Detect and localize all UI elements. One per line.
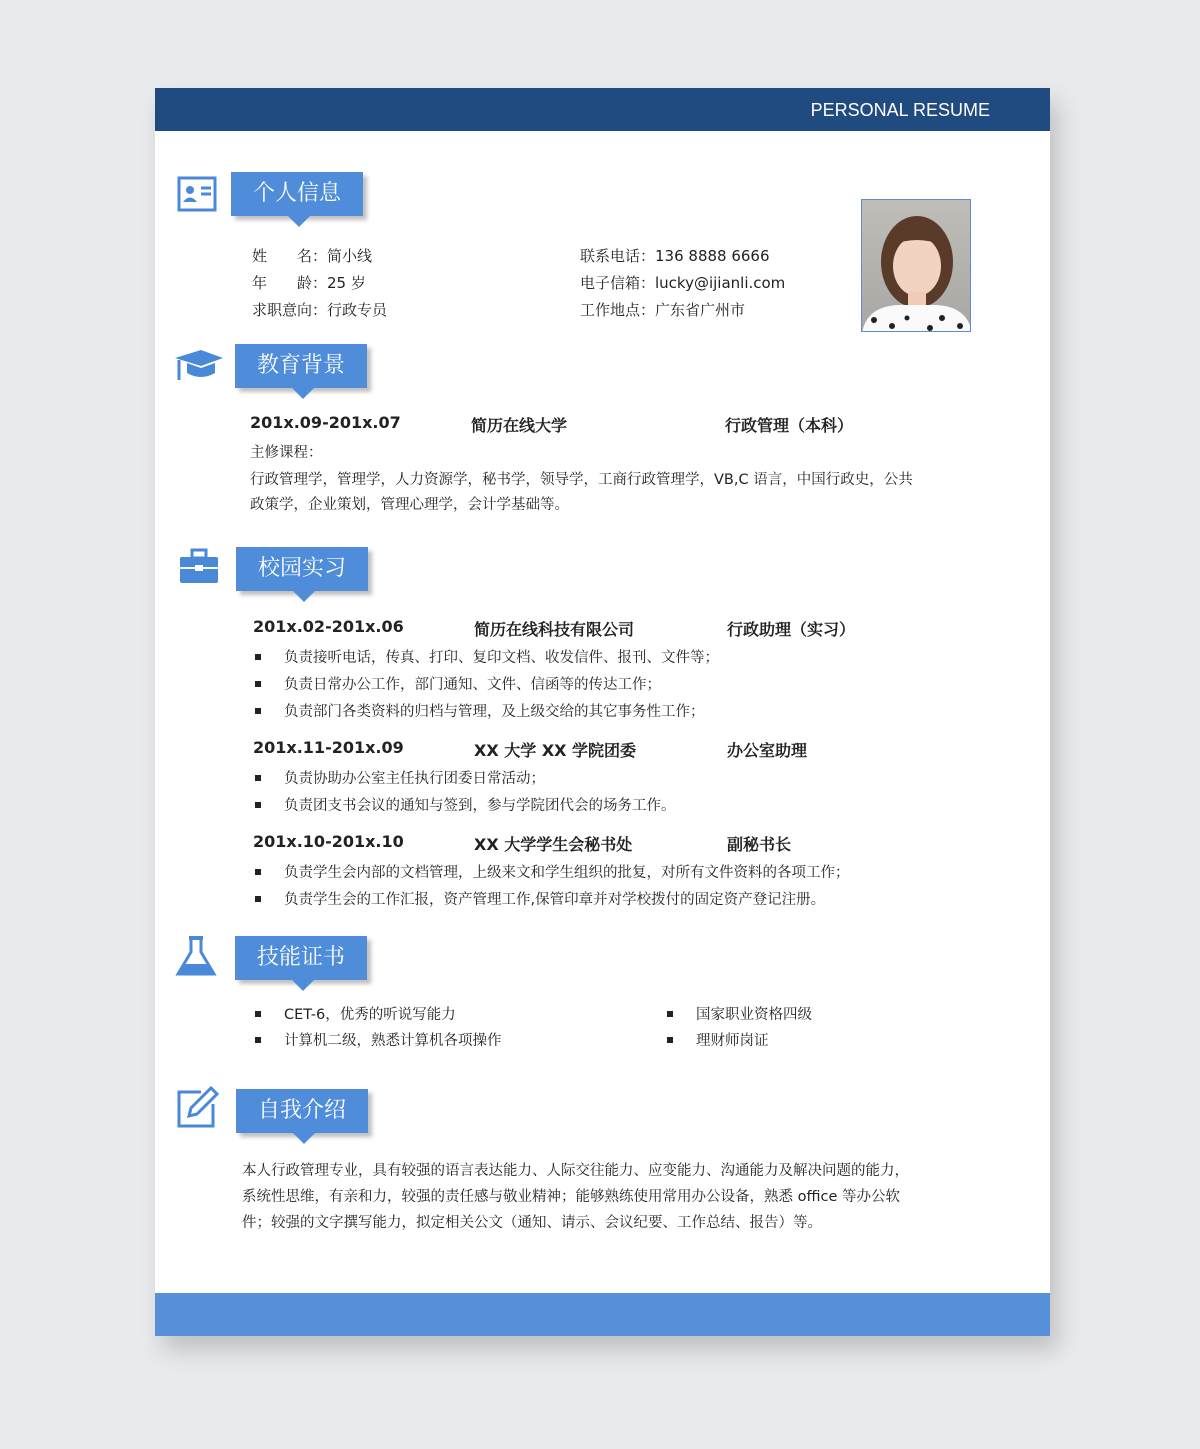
internship-bullet: 负责部门各类资料的归档与管理，及上级交给的其它事务性工作； [284,700,705,721]
internship-bullet: 负责日常办公工作，部门通知、文件、信函等的传达工作； [284,673,661,694]
id-card-icon [175,172,219,216]
courses-line: 行政管理学，管理学，人力资源学，秘书学，领导学，工商行政管理学，VB,C 语言，中国行政史，公共 [250,472,913,488]
internship-role: 办公室助理 [727,741,808,760]
header-bar [155,88,1050,131]
internship-bullet: 负责学生会内部的文档管理，上级来文和学生组织的批复，对所有文件资料的各项工作； [284,861,850,882]
about-line: 本人行政管理专业，具有较强的语言表达能力、人际交往能力、应变能力、沟通能力及解决问题的能力， [242,1163,909,1179]
internship-org: XX 大学学生会秘书处 [474,835,633,854]
internship-role: 行政助理（实习） [727,620,856,639]
name-field: 姓 名：简小线 [252,247,373,265]
skill-item: 计算机二级，熟悉计算机各项操作 [284,1029,502,1050]
internship-period: 201x.10-201x.10 [253,832,404,851]
age-field: 年 龄：25 岁 [252,274,366,292]
internship-bullet: 负责学生会的工作汇报，资产管理工作,保管印章并对学校拨付的固定资产登记注册。 [284,888,825,909]
location-field: 工作地点：广东省广州市 [580,301,746,319]
briefcase-icon [177,546,221,590]
skill-item: 理财师岗证 [696,1029,769,1050]
internship-period: 201x.11-201x.09 [253,738,404,757]
internship-bullet: 负责接听电话，传真、打印、复印文档、收发信件、报刊、文件等； [284,646,719,667]
education-major: 行政管理（本科） [725,416,854,435]
section-title-about: 自我介绍 [236,1089,368,1133]
skill-item: 国家职业资格四级 [696,1003,812,1024]
skill-item: CET-6，优秀的听说写能力 [284,1003,456,1024]
education-period: 201x.09-201x.07 [250,413,401,432]
section-title-personal: 个人信息 [231,172,363,216]
section-title-skills: 技能证书 [235,936,367,980]
courses-label: 主修课程： [250,445,323,461]
edit-icon [175,1086,219,1130]
phone-field: 联系电话：136 8888 6666 [580,247,770,265]
about-line: 件；较强的文字撰写能力，拟定相关公文（通知、请示、会议纪要、工作总结、报告）等。 [242,1215,822,1231]
section-title-internship: 校园实习 [236,547,368,591]
profile-photo [861,199,971,332]
internship-org: XX 大学 XX 学院团委 [474,741,637,760]
internship-org: 简历在线科技有限公司 [474,620,635,639]
email-field: 电子信箱：lucky@ijianli.com [580,274,786,292]
graduation-cap-icon [171,344,225,388]
intent-field: 求职意向：行政专员 [252,301,388,319]
internship-period: 201x.02-201x.06 [253,617,404,636]
section-title-education: 教育背景 [235,344,367,388]
resume-page [155,88,1050,1336]
footer-bar [155,1293,1050,1336]
header-title: PERSONAL RESUME [810,100,990,120]
internship-role: 副秘书长 [727,835,792,854]
courses-line: 政策学，企业策划，管理心理学，会计学基础等。 [250,497,569,513]
flask-icon [174,934,218,978]
about-line: 系统性思维，有亲和力，较强的责任感与敬业精神；能够熟练使用常用办公设备，熟悉 office 等办公软 [242,1189,900,1205]
internship-bullet: 负责团支书会议的通知与签到，参与学院团代会的场务工作。 [284,794,676,815]
about-text [242,1158,909,1236]
education-school: 简历在线大学 [471,416,568,435]
internship-bullet: 负责协助办公室主任执行团委日常活动； [284,767,545,788]
